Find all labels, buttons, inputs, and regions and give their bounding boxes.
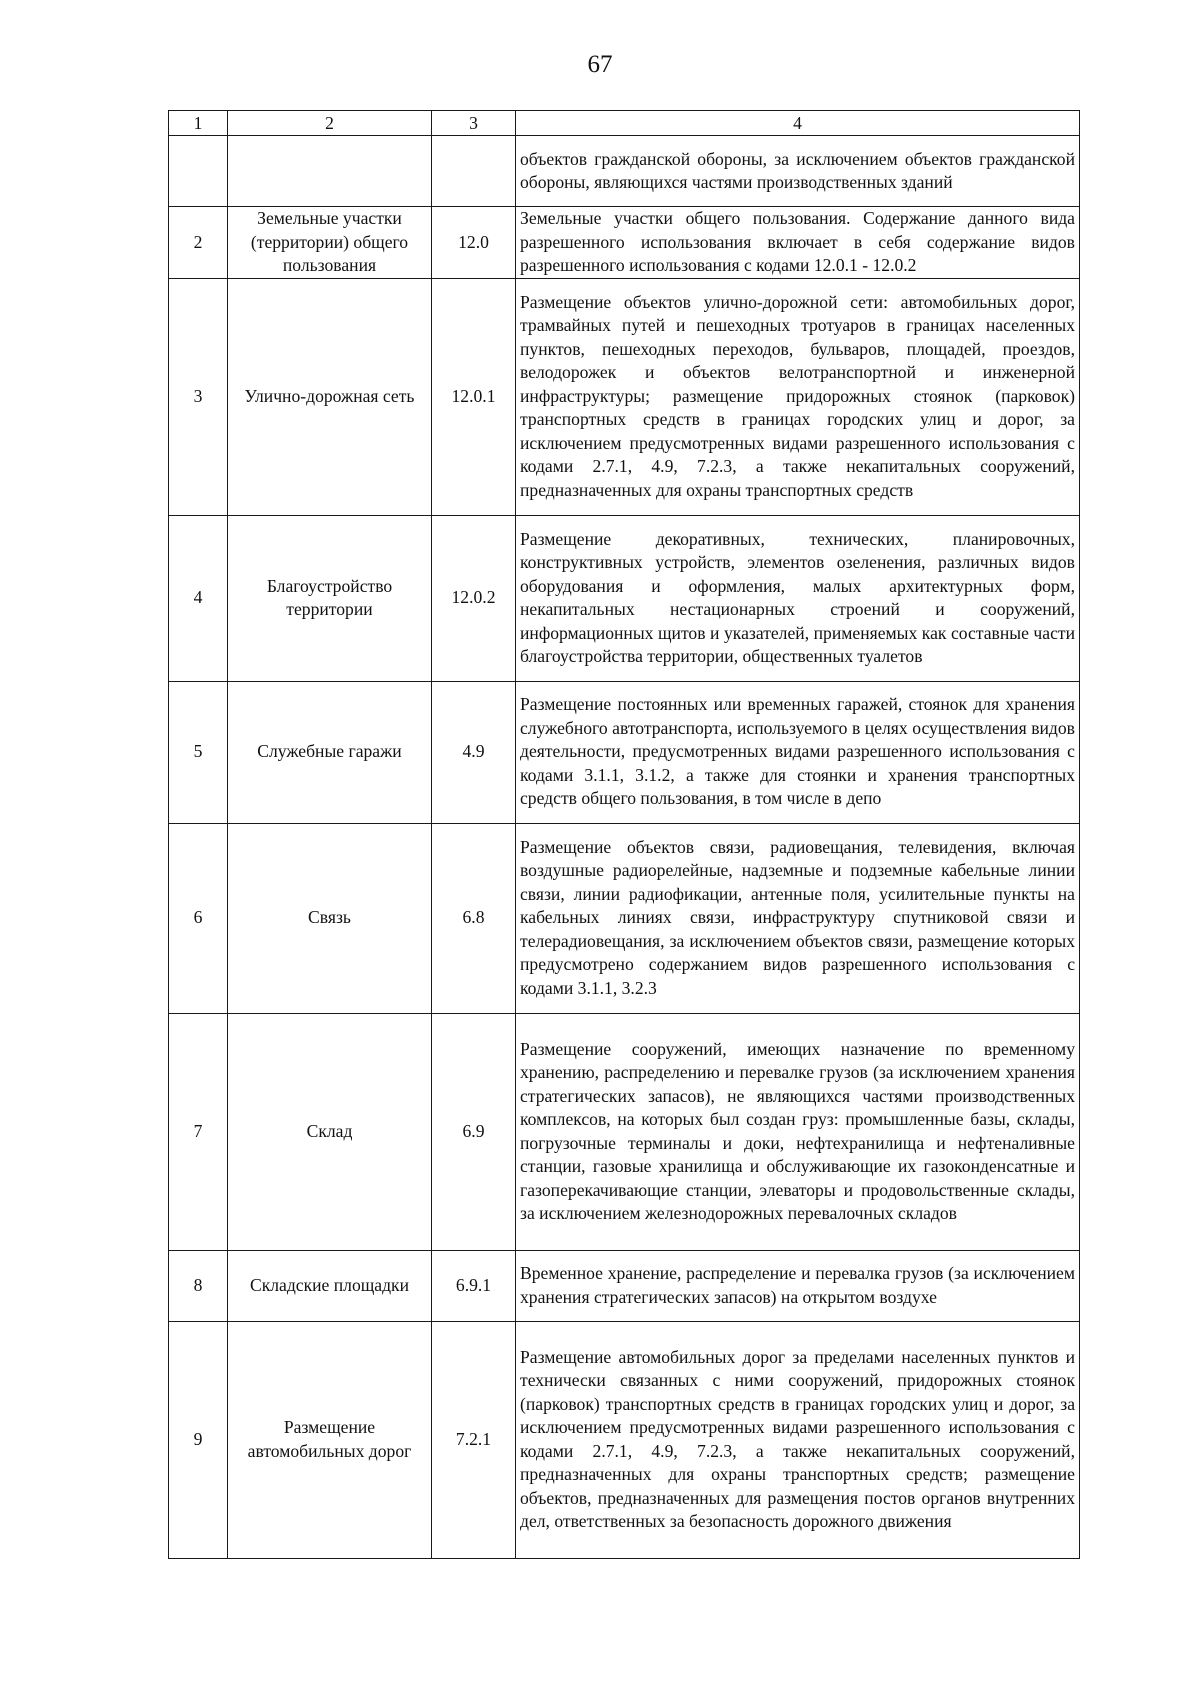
table-row bbox=[169, 1250, 1080, 1321]
table-row bbox=[169, 681, 1080, 823]
row-name: Связь bbox=[228, 823, 432, 1013]
table-header-row bbox=[169, 111, 1080, 136]
row-description: Размещение объектов связи, радиовещания, телевидения, включая воздушные радиорелейные, надземные и подземные кабельные линии связи, линии радиофикации, антенные поля, усилительные пункты на кабельных линиях связи, инфраструктуру спутниковой связи и телерадиовещания, за исключением объектов связи, размещение которых предусмотрено содержанием видов разрешенного использования с кодами 3.1.1, 3.2.3 bbox=[516, 823, 1080, 1013]
row-number: 5 bbox=[169, 681, 228, 823]
row-name: Земельные участки (территории) общего пользования bbox=[228, 207, 432, 279]
column-header-3: 3 bbox=[432, 111, 516, 136]
row-number: 3 bbox=[169, 278, 228, 515]
column-header-2: 2 bbox=[228, 111, 432, 136]
row-name: Благоустройство территории bbox=[228, 515, 432, 681]
row-code: 7.2.1 bbox=[432, 1321, 516, 1558]
row-name: Складские площадки bbox=[228, 1250, 432, 1321]
row-name: Склад bbox=[228, 1013, 432, 1250]
row-name: Служебные гаражи bbox=[228, 681, 432, 823]
row-description: Размещение сооружений, имеющих назначение по временному хранению, распределению и перевалке грузов (за исключением хранения стратегических запасов), не являющихся частями производственных комплексов, на которых был создан груз: промышленные базы, склады, погрузочные терминалы и доки, нефтехранилища и нефтеналивные станции, газовые хранилища и обслуживающие их газоконденсатные и газоперекачивающие станции, элеваторы и продовольственные склады, за исключением железнодорожных перевалочных складов bbox=[516, 1013, 1080, 1250]
table-row bbox=[169, 1013, 1080, 1250]
row-code: 4.9 bbox=[432, 681, 516, 823]
row-number bbox=[169, 136, 228, 207]
row-number: 7 bbox=[169, 1013, 228, 1250]
row-name bbox=[228, 136, 432, 207]
row-description: Земельные участки общего пользования. Содержание данного вида разрешенного использования включает в себя содержание видов разрешенного использования с кодами 12.0.1 - 12.0.2 bbox=[516, 207, 1080, 279]
row-code: 12.0 bbox=[432, 207, 516, 279]
table-row bbox=[169, 515, 1080, 681]
row-description: Размещение автомобильных дорог за пределами населенных пунктов и технически связанных с ними сооружений, придорожных стоянок (парковок) транспортных средств в границах городских улиц и дорог, за исключением предусмотренных видами разрешенного использования с кодами 2.7.1, 4.9, 7.2.3, а также некапитальных сооружений, предназначенных для охраны транспортных средств; размещение объектов, предназначенных для размещения постов органов внутренних дел, ответственных за безопасность дорожного движения bbox=[516, 1321, 1080, 1558]
row-name: Улично-дорожная сеть bbox=[228, 278, 432, 515]
row-description: Размещение постоянных или временных гаражей, стоянок для хранения служебного автотранспорта, используемого в целях осуществления видов деятельности, предусмотренных видами разрешенного использования с кодами 3.1.1, 3.1.2, а также для стоянки и хранения транспортных средств общего пользования, в том числе в депо bbox=[516, 681, 1080, 823]
table-row-continuation bbox=[169, 136, 1080, 207]
row-code bbox=[432, 136, 516, 207]
row-code: 6.9.1 bbox=[432, 1250, 516, 1321]
land-use-table bbox=[168, 110, 1080, 1559]
row-code: 12.0.1 bbox=[432, 278, 516, 515]
row-code: 6.8 bbox=[432, 823, 516, 1013]
row-number: 2 bbox=[169, 207, 228, 279]
row-number: 4 bbox=[169, 515, 228, 681]
row-description: объектов гражданской обороны, за исключением объектов гражданской обороны, являющихся частями производственных зданий bbox=[516, 136, 1080, 207]
row-description: Размещение декоративных, технических, планировочных, конструктивных устройств, элементов озеленения, различных видов оборудования и оформления, малых архитектурных форм, некапитальных нестационарных строений и сооружений, информационных щитов и указателей, применяемых как составные части благоустройства территории, общественных туалетов bbox=[516, 515, 1080, 681]
row-description: Размещение объектов улично-дорожной сети: автомобильных дорог, трамвайных путей и пешеходных тротуаров в границах населенных пунктов, пешеходных переходов, бульваров, площадей, проездов, велодорожек и объектов велотранспортной и инженерной инфраструктуры; размещение придорожных стоянок (парковок) транспортных средств в границах городских улиц и дорог, за исключением предусмотренных видами разрешенного использования с кодами 2.7.1, 4.9, 7.2.3, а также некапитальных сооружений, предназначенных для охраны транспортных средств bbox=[516, 278, 1080, 515]
row-code: 6.9 bbox=[432, 1013, 516, 1250]
row-number: 6 bbox=[169, 823, 228, 1013]
table-row bbox=[169, 1321, 1080, 1558]
page-number: 67 bbox=[587, 51, 613, 78]
column-header-1: 1 bbox=[169, 111, 228, 136]
row-code: 12.0.2 bbox=[432, 515, 516, 681]
row-description: Временное хранение, распределение и перевалка грузов (за исключением хранения стратегических запасов) на открытом воздухе bbox=[516, 1250, 1080, 1321]
row-number: 8 bbox=[169, 1250, 228, 1321]
table-row bbox=[169, 207, 1080, 279]
row-number: 9 bbox=[169, 1321, 228, 1558]
table-row bbox=[169, 278, 1080, 515]
column-header-4: 4 bbox=[516, 111, 1080, 136]
row-name: Размещение автомобильных дорог bbox=[228, 1321, 432, 1558]
table-row bbox=[169, 823, 1080, 1013]
